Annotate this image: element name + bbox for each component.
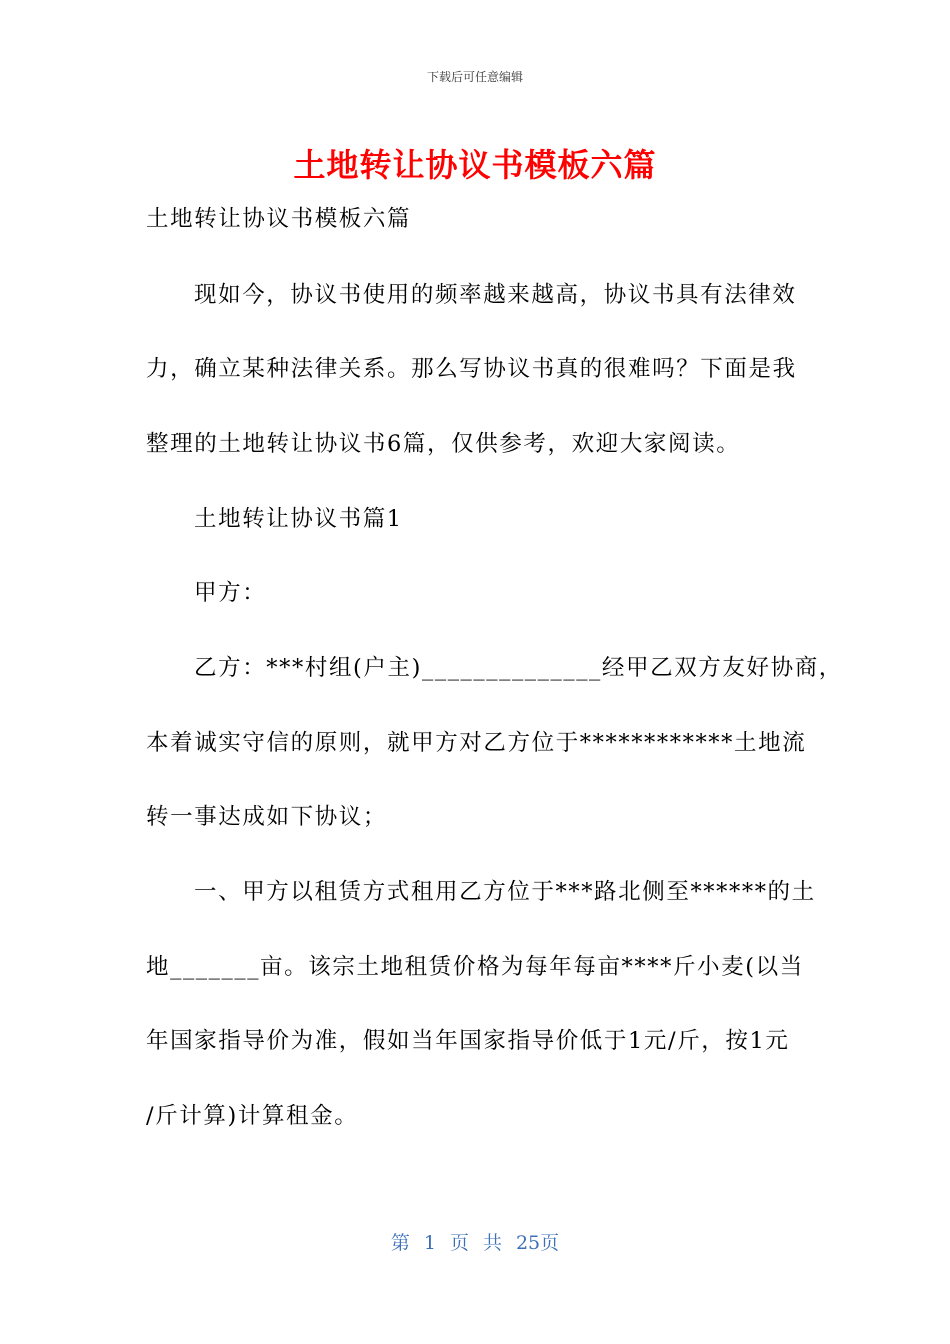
body-line: 转一事达成如下协议；: [146, 804, 388, 830]
body-line-subtitle: 土地转让协议书模板六篇: [146, 206, 412, 232]
footer-total-pages: 25页: [515, 1232, 560, 1254]
body-line: 一、甲方以租赁方式租用乙方位于***路北侧至******的土: [194, 879, 816, 905]
footer-current-page: 1: [423, 1232, 436, 1254]
body-line: 年国家指导价为准，假如当年国家指导价低于1元/斤，按1元: [146, 1028, 790, 1054]
body-line: 甲方：: [194, 580, 267, 606]
section-heading: 土地转让协议书篇1: [194, 506, 403, 532]
header-note: 下载后可任意编辑: [426, 70, 523, 84]
footer-page-unit: 页: [449, 1232, 469, 1254]
body-line: 本着诚实守信的原则，就甲方对乙方位于************土地流: [146, 730, 807, 756]
body-line: 现如今，协议书使用的频率越来越高，协议书具有法律效: [194, 282, 797, 308]
body-line: 乙方：***村组(户主)______________经甲乙双方友好协商，: [194, 655, 843, 681]
footer-page-label: 第: [390, 1232, 410, 1254]
body-line: /斤计算)计算租金。: [146, 1103, 359, 1129]
document-title: 土地转让协议书模板六篇: [293, 146, 657, 184]
page-footer: [0, 1228, 950, 1255]
body-line: 地_______亩。该宗土地租赁价格为每年每亩****斤小麦(以当: [146, 954, 804, 980]
body-line: 整理的土地转让协议书6篇，仅供参考，欢迎大家阅读。: [146, 431, 741, 457]
body-line: 力，确立某种法律关系。那么写协议书真的很难吗？下面是我: [146, 356, 797, 382]
footer-total-label: 共: [482, 1232, 502, 1254]
